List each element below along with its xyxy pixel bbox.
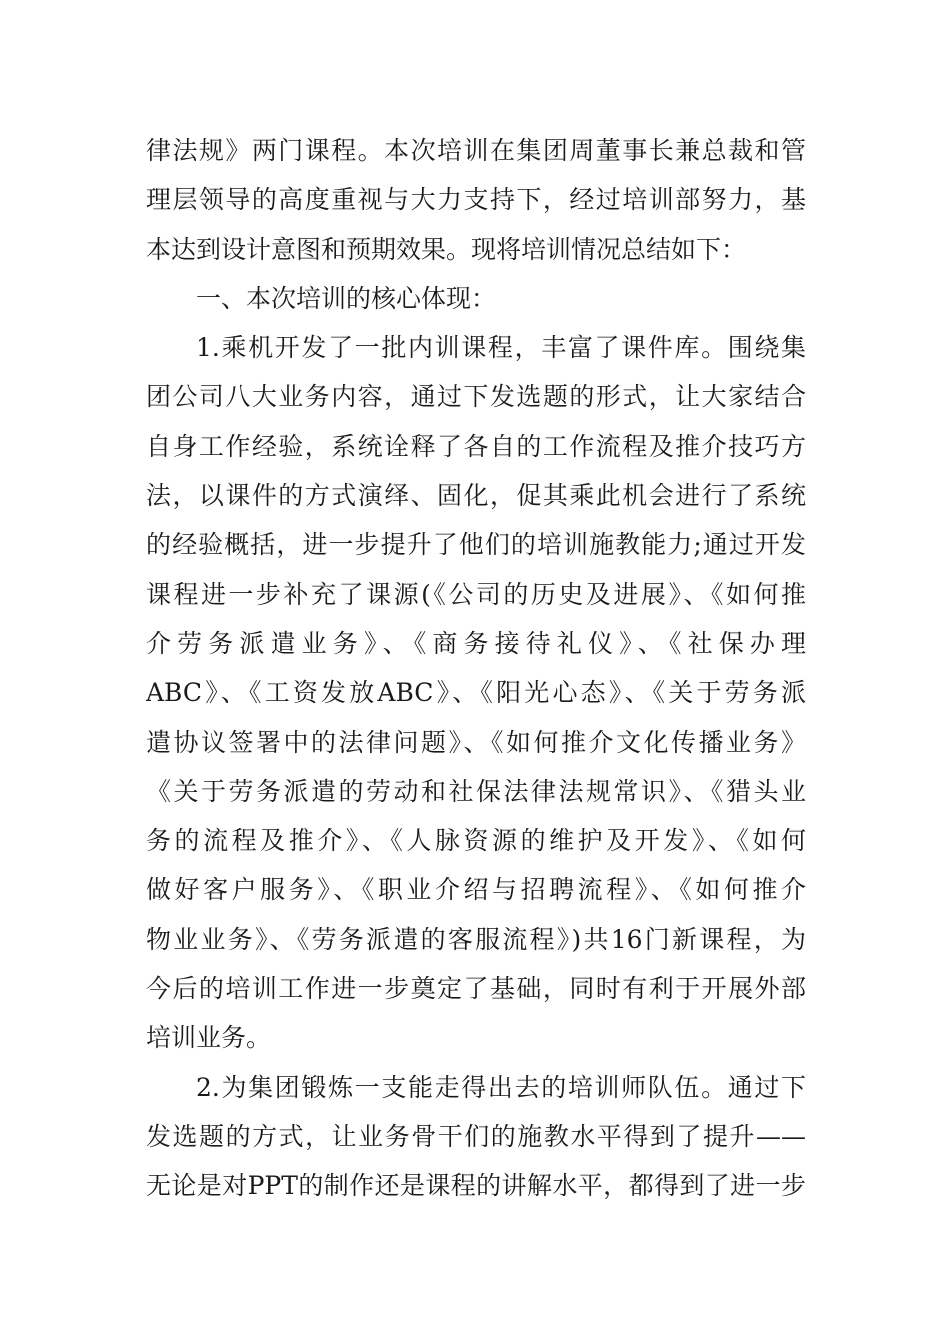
text-line: 培训业务。 bbox=[146, 1023, 272, 1053]
text-line: 本达到设计意图和预期效果。现将培训情况总结如下： bbox=[146, 234, 747, 264]
text-line: 遣协议签署中的法律问题》、《如何推介文化传播业务》 bbox=[146, 727, 806, 757]
text-line: 发选题的方式，让业务骨干们的施教水平得到了提升—— bbox=[146, 1121, 806, 1151]
text-line: 律法规》两门课程。本次培训在集团周董事长兼总裁和管 bbox=[146, 136, 806, 165]
text-line: 无论是对PPT的制作还是课程的讲解水平，都得到了进一步 bbox=[146, 1171, 806, 1201]
text-line: 《关于劳务派遣的劳动和社保法律法规常识》、《猎头业 bbox=[146, 776, 806, 806]
text-line: 介劳务派遣业务》、《商务接待礼仪》、《社保办理 bbox=[146, 628, 806, 658]
text-line: 法，以课件的方式演绎、固化，促其乘此机会进行了系统 bbox=[146, 481, 806, 511]
body-text bbox=[146, 126, 806, 1211]
text-line: 课程进一步补充了课源(《公司的历史及进展》、《如何推 bbox=[146, 579, 806, 609]
section-heading: 一、本次培训的核心体现： bbox=[196, 283, 497, 313]
text-line: 做好客户服务》、《职业介绍与招聘流程》、《如何推介 bbox=[146, 875, 806, 905]
text-line: 物业业务》、《劳务派遣的客服流程》)共16门新课程，为 bbox=[146, 924, 806, 954]
text-line: 自身工作经验，系统诠释了各自的工作流程及推介技巧方 bbox=[146, 431, 806, 461]
text-line: 2.为集团锻炼一支能走得出去的培训师队伍。通过下 bbox=[196, 1072, 806, 1102]
text-line: 理层领导的高度重视与大力支持下，经过培训部努力，基 bbox=[146, 185, 806, 215]
text-line: 务的流程及推介》、《人脉资源的维护及开发》、《如何 bbox=[146, 826, 806, 856]
text-line: ABC》、《工资发放ABC》、《阳光心态》、《关于劳务派 bbox=[146, 678, 806, 708]
text-line: 团公司八大业务内容，通过下发选题的形式，让大家结合 bbox=[146, 382, 806, 412]
text-line: 1.乘机开发了一批内训课程，丰富了课件库。围绕集 bbox=[196, 333, 806, 363]
text-line: 今后的培训工作进一步奠定了基础，同时有利于开展外部 bbox=[146, 974, 806, 1004]
text-line: 的经验概括，进一步提升了他们的培训施教能力;通过开发 bbox=[146, 530, 806, 560]
